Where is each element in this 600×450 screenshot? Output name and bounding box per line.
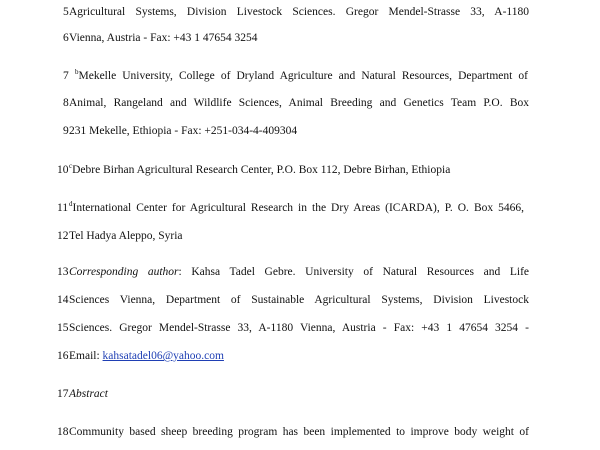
- line-number: 8: [63, 97, 69, 109]
- line-number: 11: [57, 202, 69, 214]
- line-text: Sciences Vienna, Department of Sustainable Agricultural Systems, Division Livestock: [69, 294, 529, 306]
- corresponding-author-label: Corresponding author: [69, 266, 179, 278]
- line-text-body: : Kahsa Tadel Gebre. University of Natural Resources and Life: [178, 266, 529, 278]
- line-number: 18: [57, 426, 69, 438]
- email-link[interactable]: kahsatadel06@yahoo.com: [102, 350, 224, 362]
- line-number: 15: [57, 322, 69, 334]
- affiliation-superscript: b: [75, 68, 79, 77]
- line-number: 6: [63, 32, 69, 44]
- line-text: [75, 69, 528, 83]
- line-number: 17: [57, 388, 69, 400]
- line-number: 10: [57, 164, 69, 176]
- abstract-heading: Abstract: [69, 388, 108, 400]
- line-number: 9: [63, 125, 69, 137]
- line-text: [69, 163, 450, 177]
- line-text: Sciences. Gregor Mendel-Strasse 33, A-1180 Vienna, Austria - Fax: +43 1 47654 3254 -: [69, 322, 529, 334]
- line-text: Community based sheep breeding program has been implemented to improve body weight of: [69, 426, 529, 438]
- line-number: 5: [63, 6, 69, 18]
- line-text: Tel Hadya Aleppo, Syria: [69, 230, 183, 242]
- email-label: Email:: [69, 350, 103, 362]
- line-number: 13: [57, 266, 69, 278]
- affiliation-superscript: c: [69, 162, 73, 171]
- line-number: 16: [57, 350, 69, 362]
- line-text: Vienna, Austria - Fax: +43 1 47654 3254: [69, 32, 258, 44]
- line-text-body: Mekelle University, College of Dryland Agriculture and Natural Resources, Department of: [78, 70, 528, 82]
- line-text: [69, 201, 524, 215]
- affiliation-superscript: d: [69, 200, 73, 209]
- line-text: 231 Mekelle, Ethiopia - Fax: +251-034-4-409304: [69, 125, 298, 137]
- line-number: 14: [57, 294, 69, 306]
- line-number: 12: [57, 230, 69, 242]
- line-text: Animal, Rangeland and Wildlife Sciences, Animal Breeding and Genetics Team P.O. Box: [69, 97, 529, 109]
- line-text: [69, 349, 224, 363]
- line-text: Agricultural Systems, Division Livestock Sciences. Gregor Mendel-Strasse 33, A-1180: [69, 6, 529, 18]
- line-text: [69, 265, 529, 279]
- line-text-body: Debre Birhan Agricultural Research Center, P.O. Box 112, Debre Birhan, Ethiopia: [72, 164, 451, 176]
- line-text-body: International Center for Agricultural Research in the Dry Areas (ICARDA), P. O. Box 5466,: [72, 202, 524, 214]
- line-number: 7: [63, 70, 69, 82]
